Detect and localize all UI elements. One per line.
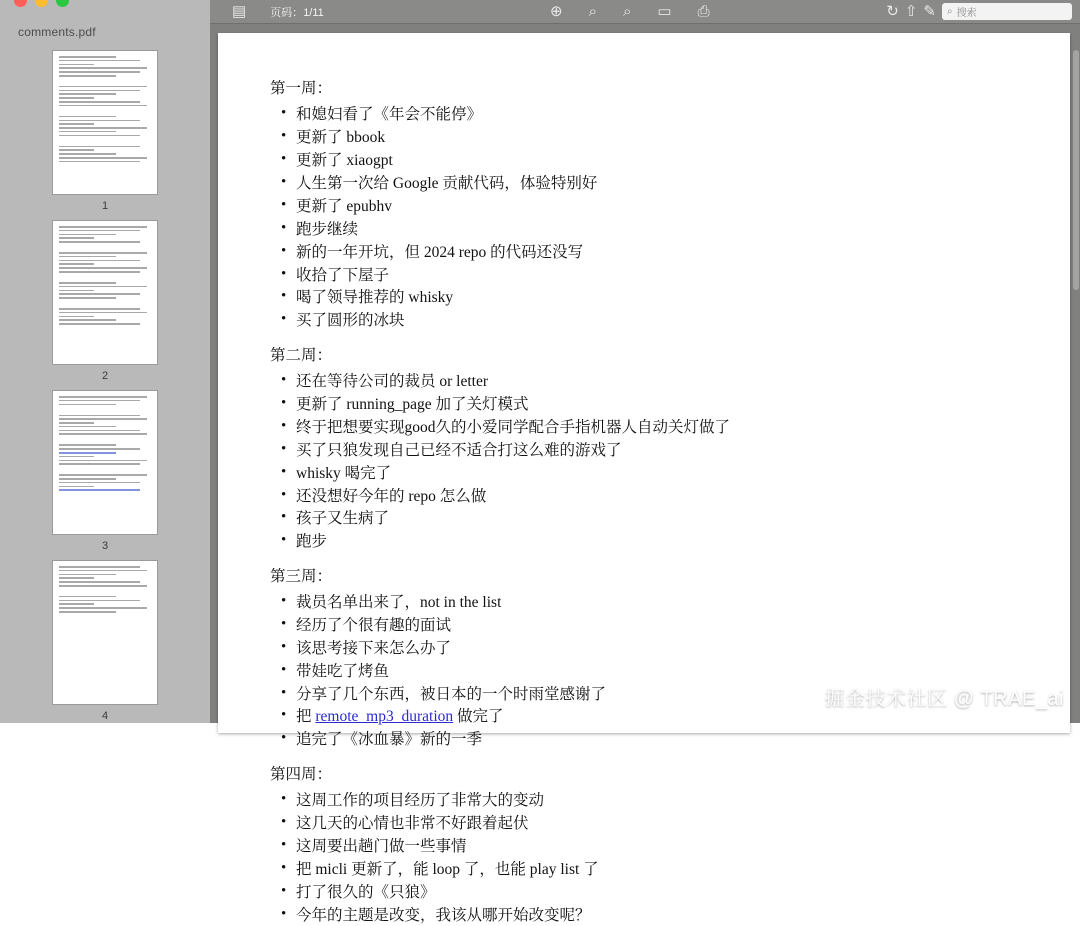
list-item: • 追完了《冰血暴》新的一季 (296, 729, 1018, 750)
section-heading: 第二周： (270, 346, 333, 364)
list-item: • 带娃吃了烤鱼 (296, 661, 1018, 682)
list-item: • whisky 喝完了 (296, 463, 1018, 484)
page-value: 1/11 (303, 6, 324, 19)
list-item: • 还在等待公司的裁员 or letter (296, 371, 1018, 392)
list-item: • 这周要出趟门做一些事情 (296, 836, 1018, 857)
list-item: • 终于把想要实现good久的小爱同学配合手指机器人自动关灯做了 (296, 417, 1018, 438)
list-item: • 这几天的心情也非常不好跟着起伏 (296, 813, 1018, 834)
thumbnail-item[interactable] (0, 560, 210, 722)
list-item: • 买了圆形的冰块 (296, 310, 1018, 331)
thumbnail-item[interactable] (0, 220, 210, 382)
thumbnail-page-3[interactable] (52, 390, 158, 535)
section-list (270, 371, 1018, 553)
list-item: • 更新了 bbook (296, 127, 1018, 148)
section-list (270, 104, 1018, 331)
search-placeholder: 搜索 (956, 8, 977, 19)
list-item: • 裁员名单出来了，not in the list (296, 592, 1018, 613)
remote-mp3-duration-link[interactable]: remote_mp3_duration (315, 708, 454, 726)
rotate-icon[interactable]: ↻ (886, 3, 899, 20)
document-body (218, 33, 1070, 926)
list-item: • 更新了 running_page 加了关灯模式 (296, 394, 1018, 415)
annotate-icon[interactable]: ⎙ (697, 3, 710, 20)
list-item: • 跑步继续 (296, 219, 1018, 240)
watermark: 掘金技术社区 @ TRAE_ai (824, 688, 1064, 710)
section-heading: 第三周： (270, 567, 333, 585)
section-list (270, 592, 1018, 751)
pdf-toolbar (210, 0, 1080, 24)
link-suffix: 做完了 (453, 708, 504, 726)
toolbar-right-group (886, 1, 1072, 23)
thumbnail-page-1[interactable] (52, 50, 158, 195)
search-input[interactable] (942, 3, 1072, 20)
list-item: • 收拾了下屋子 (296, 265, 1018, 286)
select-icon[interactable]: ⊕ (550, 3, 563, 20)
zoom-out-icon[interactable]: ⌕ (588, 3, 597, 20)
thumbnail-label: 4 (101, 710, 109, 722)
list-item: • 更新了 epubhv (296, 196, 1018, 217)
vertical-scrollbar[interactable] (1073, 50, 1079, 290)
list-item: • 新的一年开坑，但 2024 repo 的代码还没写 (296, 242, 1018, 263)
list-item: • 这周工作的项目经历了非常大的变动 (296, 790, 1018, 811)
share-icon[interactable]: ⇧ (904, 3, 918, 20)
list-item: • 和媳妇看了《年会不能停》 (296, 104, 1018, 125)
thumbnail-label: 3 (101, 540, 109, 552)
zoom-in-icon[interactable]: ⌕ (622, 3, 632, 20)
markup-icon[interactable]: ✎ (923, 3, 936, 20)
link-prefix: 把 (296, 708, 316, 726)
zoom-window-icon[interactable] (56, 0, 69, 7)
list-item: • 买了只狼发现自己已经不适合打这么难的游戏了 (296, 440, 1018, 461)
list-item: • 更新了 xiaogpt (296, 150, 1018, 171)
thumbnail-item[interactable] (0, 390, 210, 552)
thumbnail-label: 1 (101, 200, 109, 212)
page-scroll-area[interactable] (210, 24, 1080, 924)
pdf-page (218, 33, 1070, 924)
sidebar (0, 0, 210, 723)
page-label: 页码： (270, 6, 304, 19)
list-item: • 该思考接下来怎么办了 (296, 638, 1018, 659)
sidebar-toggle-icon[interactable]: ▤ (232, 3, 247, 20)
thumbnail-list[interactable] (0, 50, 210, 723)
toolbar-center-group (550, 1, 710, 23)
close-window-icon[interactable] (14, 0, 27, 7)
thumbnail-label: 2 (101, 370, 109, 382)
list-item: • 人生第一次给 Google 贡献代码，体验特别好 (296, 173, 1018, 194)
search-icon: ⌕ (947, 6, 953, 17)
thumbnail-item[interactable] (0, 50, 210, 212)
list-item: • 分享了几个东西，被日本的一个时雨堂感谢了 (296, 684, 1018, 705)
list-item: • 孩子又生病了 (296, 508, 1018, 529)
thumbnail-page-4[interactable] (52, 560, 158, 705)
section-heading: 第一周： (270, 80, 333, 97)
toolbar-left-group (232, 1, 246, 23)
window-controls[interactable] (14, 0, 69, 7)
list-item: • 还没想好今年的 repo 怎么做 (296, 486, 1018, 507)
list-item: • 跑步 (296, 531, 1018, 552)
minimize-window-icon[interactable] (35, 0, 48, 7)
section-list (270, 790, 1018, 926)
section-heading: 第四周： (270, 765, 333, 783)
document-filename: comments.pdf (18, 25, 96, 39)
list-item: • 把 micli 更新了，能 loop 了，也能 play list 了 (296, 859, 1018, 880)
list-item: • 经历了个很有趣的面试 (296, 615, 1018, 636)
thumbnail-page-2[interactable] (52, 220, 158, 365)
page-indicator (270, 4, 324, 20)
list-item: • 喝了领导推荐的 whisky (296, 287, 1018, 308)
list-item: • 今年的主题是改变，我该从哪开始改变呢？ (296, 905, 1018, 926)
list-item: • 打了很久的《只狼》 (296, 882, 1018, 903)
highlight-icon[interactable]: ▭ (657, 3, 672, 20)
main-content (210, 0, 1080, 924)
